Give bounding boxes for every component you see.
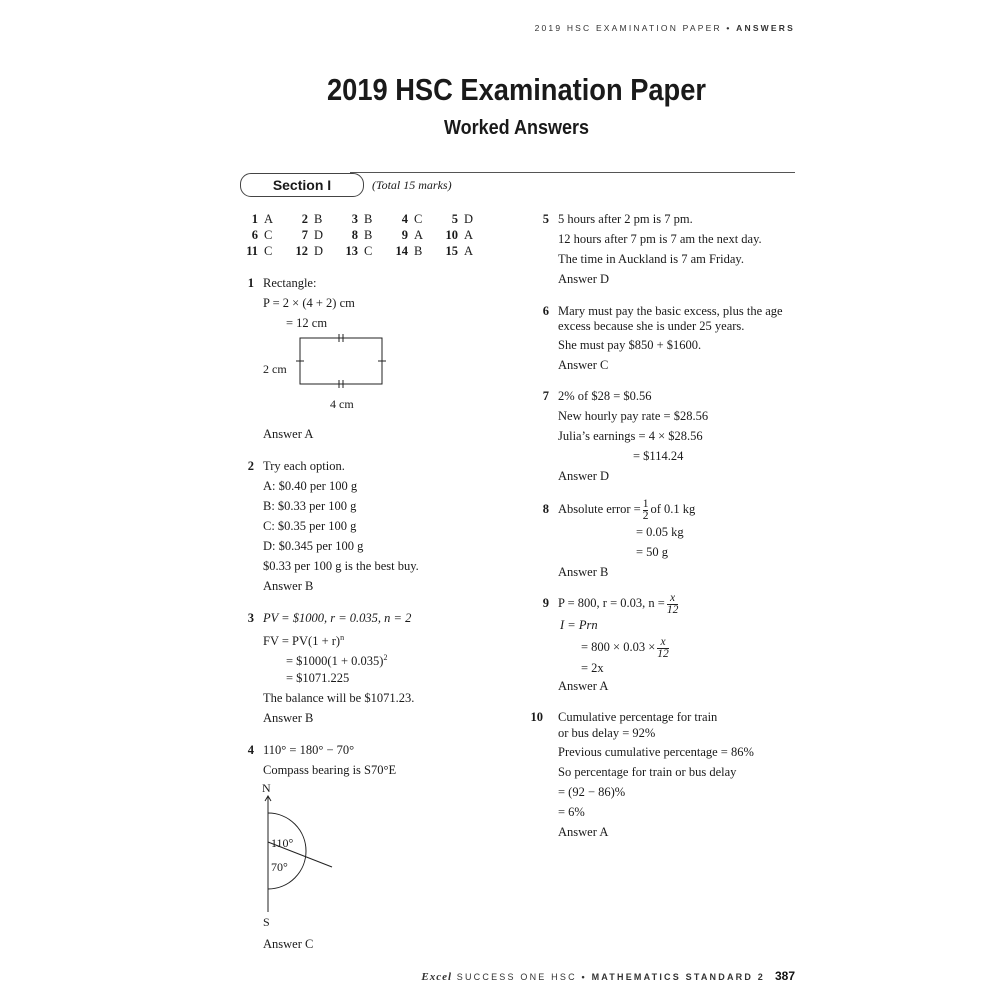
footer-series: SUCCESS ONE HSC xyxy=(456,972,577,982)
numerator: 1 xyxy=(642,497,649,510)
q10-line: or bus delay = 92% xyxy=(558,726,656,740)
running-header xyxy=(535,23,795,33)
question-number: 10 xyxy=(530,710,543,724)
q2-line: D: $0.345 per 100 g xyxy=(263,539,364,553)
question-number: 11 xyxy=(246,244,258,258)
header-sep: • xyxy=(726,23,732,33)
q10-answer: Answer A xyxy=(558,825,609,839)
q10-line: Cumulative percentage for train xyxy=(558,710,718,724)
answer-letter: C xyxy=(264,244,273,258)
q3-line: = $1000(1 + 0.035) xyxy=(286,654,384,669)
answer-letter: C xyxy=(364,244,373,258)
left-column xyxy=(240,273,500,954)
question-10 xyxy=(530,707,800,842)
q5-answer: Answer D xyxy=(558,272,610,286)
q9-answer: Answer A xyxy=(558,679,609,693)
q6-answer: Answer C xyxy=(558,358,609,372)
answer-letter: D xyxy=(314,244,324,258)
q1-line: Rectangle: xyxy=(263,276,317,290)
section-marks: (Total 15 marks) xyxy=(372,178,452,192)
angle-70-label: 70° xyxy=(271,860,288,874)
page-title: 2019 HSC Examination Paper xyxy=(326,72,707,107)
denominator: 12 xyxy=(666,603,679,616)
footer-sep: • xyxy=(581,972,587,982)
fraction xyxy=(667,593,679,616)
question-number: 13 xyxy=(345,244,358,258)
question-number: 8 xyxy=(351,228,358,242)
question-number: 9 xyxy=(542,596,549,610)
q10-line: Previous cumulative percentage = 86% xyxy=(558,745,754,759)
q8-line: of 0.1 kg xyxy=(650,502,696,516)
q7-line: 2% of $28 = $0.56 xyxy=(558,389,652,403)
q6-line: excess because she is under 25 years. xyxy=(558,319,745,333)
answer-letter: B xyxy=(364,228,373,242)
question-number: 1 xyxy=(247,276,254,290)
footer-subject: MATHEMATICS STANDARD 2 xyxy=(591,972,765,982)
right-column xyxy=(530,209,800,842)
question-number: 14 xyxy=(395,244,408,258)
question-6 xyxy=(535,301,800,375)
q10-line: = 6% xyxy=(558,805,585,819)
q1-answer: Answer A xyxy=(263,427,314,441)
question-number: 4 xyxy=(247,743,254,757)
q9-line: I = Prn xyxy=(560,618,598,632)
footer-brand: Excel xyxy=(421,971,453,983)
q2-line: $0.33 per 100 g is the best buy. xyxy=(263,559,419,573)
question-number: 10 xyxy=(445,228,458,242)
answer-grid-row xyxy=(240,211,490,227)
q2-line: C: $0.35 per 100 g xyxy=(263,519,357,533)
numerator: x xyxy=(670,591,676,604)
rectangle-shape xyxy=(300,338,382,384)
answer-letter: D xyxy=(314,228,324,242)
question-number: 5 xyxy=(451,212,458,226)
question-number: 2 xyxy=(301,212,308,226)
page-number: 387 xyxy=(774,969,795,983)
bottom-label: 4 cm xyxy=(330,397,354,411)
q3-line: = $1071.225 xyxy=(286,671,350,685)
fraction xyxy=(657,637,669,660)
question-2 xyxy=(240,456,500,596)
answer-letter: A xyxy=(414,228,424,242)
question-number: 6 xyxy=(542,304,549,318)
question-number: 15 xyxy=(445,244,458,258)
fraction xyxy=(643,499,649,522)
question-5 xyxy=(535,209,800,289)
question-number: 1 xyxy=(251,212,258,226)
answer-letter: A xyxy=(464,244,474,258)
q2-line: A: $0.40 per 100 g xyxy=(263,479,358,493)
section-rule xyxy=(350,172,795,173)
q10-line: = (92 − 86)% xyxy=(558,785,626,799)
question-number: 4 xyxy=(401,212,408,226)
q4-line: 110° = 180° − 70° xyxy=(263,743,355,757)
q8-answer: Answer B xyxy=(558,565,609,579)
north-label: N xyxy=(262,781,271,795)
answer-letter: B xyxy=(364,212,373,226)
q8-line: = 0.05 kg xyxy=(636,525,684,539)
question-number: 6 xyxy=(251,228,258,242)
question-number: 7 xyxy=(542,389,549,403)
q8-line: Absolute error = xyxy=(558,502,641,516)
q3-exponent: 2 xyxy=(383,653,388,662)
q7-answer: Answer D xyxy=(558,469,610,483)
q5-line: The time in Auckland is 7 am Friday. xyxy=(558,252,744,266)
question-number: 7 xyxy=(301,228,308,242)
question-3 xyxy=(240,608,500,728)
answer-letter: B xyxy=(314,212,323,226)
numerator: x xyxy=(660,635,666,648)
header-left: 2019 HSC EXAMINATION PAPER xyxy=(534,23,722,33)
answer-letter: A xyxy=(464,228,474,242)
q4-answer: Answer C xyxy=(263,937,314,951)
q3-exponent: n xyxy=(340,633,345,642)
angle-110-label: 110° xyxy=(271,836,294,850)
q2-line: B: $0.33 per 100 g xyxy=(263,499,357,513)
south-label: S xyxy=(263,915,270,929)
question-number: 5 xyxy=(542,212,549,226)
question-4 xyxy=(240,740,500,954)
answer-letter: C xyxy=(264,228,273,242)
question-number: 9 xyxy=(401,228,408,242)
answer-letter: A xyxy=(264,212,274,226)
q4-line: Compass bearing is S70°E xyxy=(263,763,397,777)
question-number: 3 xyxy=(351,212,358,226)
answer-letter: C xyxy=(414,212,423,226)
q7-line: Julia’s earnings = 4 × $28.56 xyxy=(558,429,703,443)
question-number: 8 xyxy=(542,502,549,516)
side-label: 2 cm xyxy=(263,362,287,376)
q9-line: = 2x xyxy=(581,661,604,675)
q10-line: So percentage for train or bus delay xyxy=(558,765,737,779)
q6-line: She must pay $850 + $1600. xyxy=(558,338,702,352)
question-9 xyxy=(535,590,800,696)
denominator: 12 xyxy=(657,647,669,660)
answer-letter: B xyxy=(414,244,423,258)
q1-line: P = 2 × (4 + 2) cm xyxy=(263,296,355,310)
denominator: 2 xyxy=(642,509,649,522)
question-7 xyxy=(535,386,800,486)
q3-line: PV = $1000, r = 0.035, n = 2 xyxy=(263,611,412,625)
q3-line: The balance will be $1071.23. xyxy=(263,691,415,705)
answer-grid xyxy=(240,211,490,259)
compass-diagram xyxy=(263,780,363,930)
question-8 xyxy=(535,496,800,582)
question-1 xyxy=(240,273,500,444)
header-right: ANSWERS xyxy=(736,23,795,33)
q6-line: Mary must pay the basic excess, plus the age xyxy=(558,304,783,318)
q2-line: Try each option. xyxy=(263,459,345,473)
q3-line: FV = PV(1 + r) xyxy=(263,634,341,649)
answer-letter: D xyxy=(464,212,474,226)
q5-line: 12 hours after 7 pm is 7 am the next day. xyxy=(558,232,762,246)
q3-answer: Answer B xyxy=(263,711,314,725)
q5-line: 5 hours after 2 pm is 7 pm. xyxy=(558,212,693,226)
q9-line: P = 800, r = 0.03, n = xyxy=(558,596,665,610)
question-number: 2 xyxy=(247,459,254,473)
question-number: 12 xyxy=(295,244,308,258)
page-footer xyxy=(421,969,795,983)
q7-line: = $114.24 xyxy=(633,449,684,463)
rectangle-diagram xyxy=(240,333,380,421)
answer-grid-row xyxy=(240,227,490,243)
q7-line: New hourly pay rate = $28.56 xyxy=(558,409,709,423)
page-subtitle: Worked Answers xyxy=(443,117,590,139)
question-number: 3 xyxy=(247,611,254,625)
q9-line: = 800 × 0.03 × xyxy=(581,640,656,654)
q1-line: = 12 cm xyxy=(286,316,328,330)
section-tab: Section I xyxy=(240,173,364,197)
q8-line: = 50 g xyxy=(636,545,669,559)
q2-answer: Answer B xyxy=(263,579,314,593)
answer-grid-row xyxy=(240,243,490,259)
